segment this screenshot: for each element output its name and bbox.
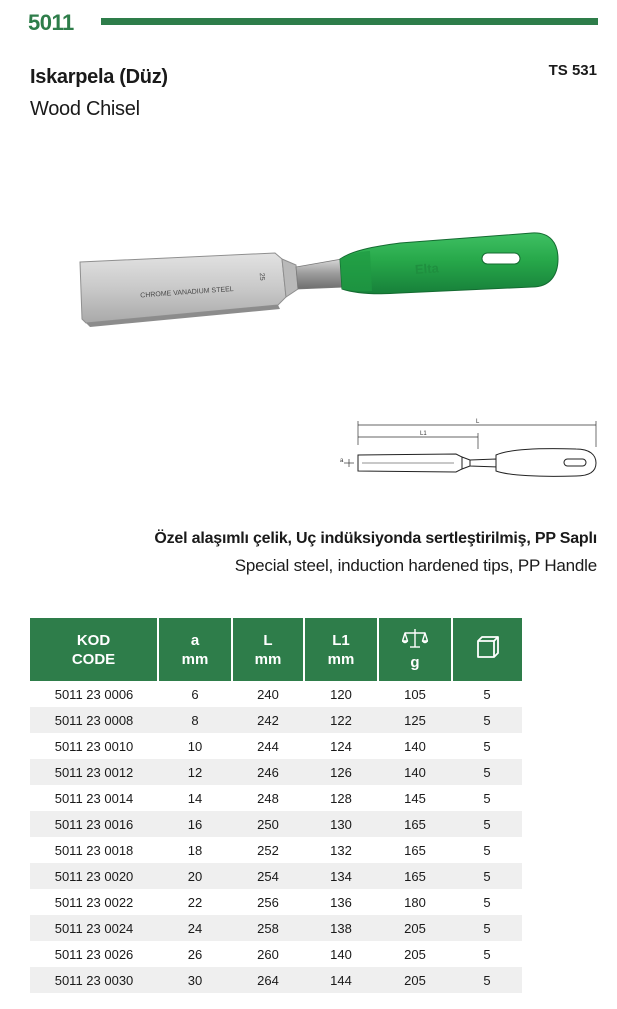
cell-l1: 132 xyxy=(330,842,352,858)
cell-weight: 180 xyxy=(404,894,426,910)
table-row xyxy=(30,915,522,941)
cell-pack: 5 xyxy=(452,863,522,889)
cell-pack: 5 xyxy=(452,759,522,785)
cell-code: 5011 23 0030 xyxy=(30,967,158,993)
cell-l: 254 xyxy=(232,863,304,889)
cell-code: 5011 23 0014 xyxy=(54,790,134,806)
cell-weight: 205 xyxy=(404,946,426,962)
cell-pack: 5 xyxy=(483,790,491,806)
cell-pack: 5 xyxy=(483,946,491,962)
cell-pack: 5 xyxy=(452,707,522,733)
table-row xyxy=(30,837,522,863)
cell-code: 5011 23 0012 xyxy=(30,759,158,785)
cell-pack: 5 xyxy=(452,915,522,941)
cell-weight: 205 xyxy=(378,967,452,993)
cell-weight: 105 xyxy=(404,686,426,702)
cell-code: 5011 23 0016 xyxy=(30,811,158,837)
cell-pack: 5 xyxy=(483,738,491,754)
cell-a: 26 xyxy=(187,946,203,962)
cell-l: 250 xyxy=(232,811,304,837)
cell-a: 16 xyxy=(158,811,232,837)
header-rule xyxy=(101,18,598,25)
scale-icon xyxy=(379,628,451,653)
dimension-label-a: a xyxy=(340,458,344,464)
cell-a: 18 xyxy=(187,842,203,858)
cell-code: 5011 23 0026 xyxy=(54,946,134,962)
cell-weight: 125 xyxy=(378,707,452,733)
cell-l1: 126 xyxy=(304,759,378,785)
cell-a: 6 xyxy=(191,686,199,702)
cell-a: 22 xyxy=(187,894,203,910)
cell-weight: 145 xyxy=(404,790,426,806)
cell-weight: 165 xyxy=(378,811,452,837)
cell-code: 5011 23 0010 xyxy=(54,738,134,754)
blade-marking: CHROME VANADIUM STEEL xyxy=(140,285,234,300)
cell-l1: 138 xyxy=(304,915,378,941)
cell-l1: 128 xyxy=(330,790,352,806)
cell-pack: 5 xyxy=(483,686,491,702)
cell-code: 5011 23 0024 xyxy=(30,915,158,941)
cell-l: 256 xyxy=(257,894,279,910)
cell-weight: 165 xyxy=(404,842,426,858)
cell-a: 24 xyxy=(158,915,232,941)
cell-l1: 122 xyxy=(304,707,378,733)
box-icon xyxy=(453,635,522,664)
description-en: Special steel, induction hardened tips, PP Handle xyxy=(234,556,597,575)
cell-code: 5011 23 0022 xyxy=(54,894,134,910)
cell-a: 30 xyxy=(158,967,232,993)
cell-l1: 134 xyxy=(304,863,378,889)
cell-l1: 144 xyxy=(304,967,378,993)
cell-l1: 124 xyxy=(330,738,352,754)
cell-a: 14 xyxy=(187,790,203,806)
cell-a: 12 xyxy=(158,759,232,785)
cell-l: 248 xyxy=(257,790,279,806)
dimension-label-l: L xyxy=(476,419,480,425)
spec-table xyxy=(30,618,522,993)
cell-pack: 5 xyxy=(483,842,491,858)
blade-size-mark: 25 xyxy=(257,272,266,281)
table-row xyxy=(30,681,522,707)
table-row xyxy=(30,733,522,759)
table-header-row xyxy=(30,618,522,681)
header-l1: L1 mm xyxy=(304,618,378,681)
cell-l: 252 xyxy=(257,842,279,858)
cell-l1: 136 xyxy=(330,894,352,910)
cell-weight: 205 xyxy=(378,915,452,941)
dimension-drawing xyxy=(338,415,600,487)
cell-l: 264 xyxy=(232,967,304,993)
chisel-handle xyxy=(340,233,558,294)
table-row xyxy=(30,889,522,915)
cell-a: 20 xyxy=(158,863,232,889)
cell-a: 8 xyxy=(158,707,232,733)
dimension-label-l1: L1 xyxy=(420,431,427,437)
header-l: L mm xyxy=(232,618,304,681)
header-weight: g xyxy=(378,618,452,681)
table-row xyxy=(30,967,522,993)
cell-l: 258 xyxy=(232,915,304,941)
cell-code: 5011 23 0006 xyxy=(54,686,134,702)
cell-a: 10 xyxy=(187,738,203,754)
cell-weight: 140 xyxy=(404,738,426,754)
page-header xyxy=(28,10,598,36)
table-row xyxy=(30,759,522,785)
header-pack xyxy=(452,618,522,681)
cell-l: 246 xyxy=(232,759,304,785)
cell-code: 5011 23 0020 xyxy=(30,863,158,889)
cell-weight: 165 xyxy=(378,863,452,889)
chisel-shank xyxy=(296,259,346,289)
product-title-en: Wood Chisel xyxy=(30,98,140,120)
table-row xyxy=(30,785,522,811)
handle-brand: Elta xyxy=(414,260,440,278)
cell-code: 5011 23 0018 xyxy=(54,842,134,858)
cell-l: 260 xyxy=(257,946,279,962)
cell-l1: 130 xyxy=(304,811,378,837)
cell-code: 5011 23 0008 xyxy=(30,707,158,733)
cell-l: 244 xyxy=(257,738,279,754)
header-a: a mm xyxy=(158,618,232,681)
cell-pack: 5 xyxy=(452,967,522,993)
product-title-tr: Iskarpela (Düz) xyxy=(30,66,168,88)
description-tr: Özel alaşımlı çelik, Uç indüksiyonda sertleştirilmiş, PP Saplı xyxy=(154,530,597,547)
table-row xyxy=(30,811,522,837)
standard-label: TS 531 xyxy=(548,62,597,79)
cell-weight: 140 xyxy=(378,759,452,785)
cell-l1: 140 xyxy=(330,946,352,962)
header-code: KOD CODE xyxy=(30,618,158,681)
cell-l1: 120 xyxy=(330,686,352,702)
table-row xyxy=(30,863,522,889)
cell-l: 240 xyxy=(257,686,279,702)
table-row xyxy=(30,707,522,733)
cell-l: 242 xyxy=(232,707,304,733)
chisel-product-image xyxy=(70,215,560,335)
page-number: 5011 xyxy=(28,10,74,35)
cell-pack: 5 xyxy=(452,811,522,837)
cell-pack: 5 xyxy=(483,894,491,910)
table-row xyxy=(30,941,522,967)
